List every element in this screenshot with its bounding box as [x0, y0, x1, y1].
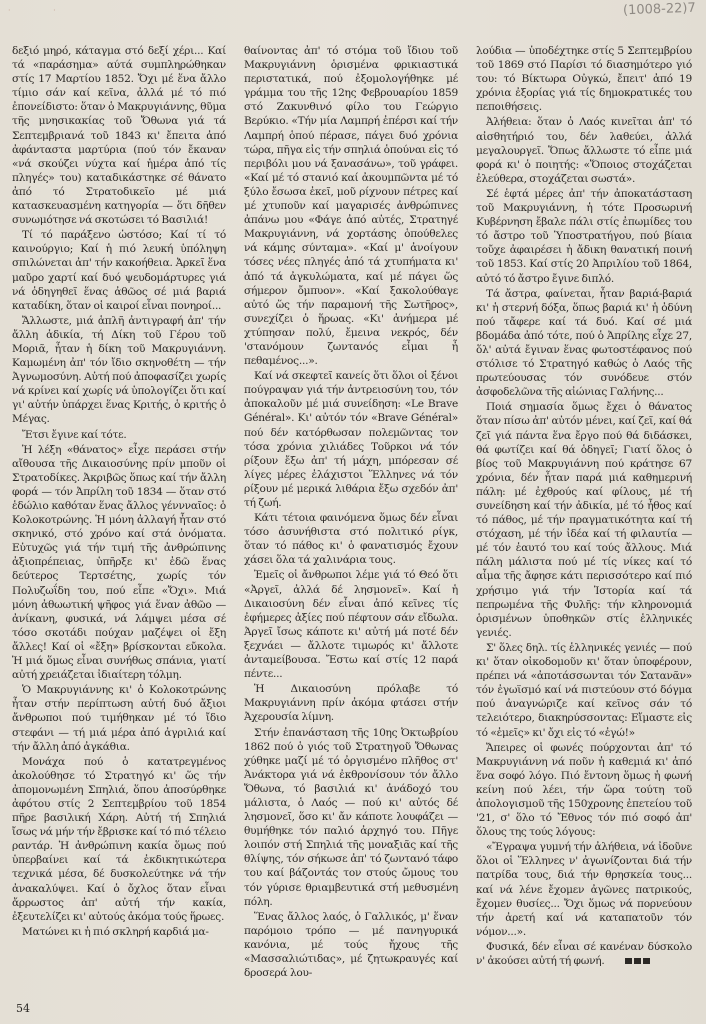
paragraph: Τί τό παράξενο ὡστόσο; Καί τί τό καινούργιο; Καί ἡ πιό λευκή ὑπόληψη σπιλώνεται ἀπ' τήν κακοήθεια. Ἀρκεῖ ἕνα μαῦρο χαρτί καί δυό ψευδομάρτυρες γιά νά ὁδηγηθεῖ ἕνας ἀθῶος σέ μιά βαριά καταδίκη, ὅταν οἱ καιροί εἶναι πονηροί... [12, 229, 226, 312]
handwritten-note: (1008-22)7 [623, 0, 697, 19]
paragraph: Ἡ λέξη «θάνατος» εἶχε περάσει στήν αἴθουσα τῆς Δικαιοσύνης πρίν μποῦν οἱ Στρατοδίκες. Ἀκριβῶς ὅπως καί τήν ἄλλη φορά — τόν Ἀπρίλη τοῦ 1834 — ὅταν στό ἑδώλιο καθόταν ἕνας ἄλλος γέννναῖος: ὁ Κολοκοτρώνης. Ἡ μόνη ἀλλαγή ἦταν στό σκηνικό, στό χρόνο καί στά ὀνόματα. Εὐτυχῶς γιά τήν τιμή τῆς ἀνθρώπινης ἀξιοπρέπειας, ὑπῆρξε κι' ἐδῶ ἕνας δεύτερος Τερτσέτης, χωρίς τόν Πολυζωΐδη του, πού εἶπε «Ὄχι». Μιά μόνη ἀθωωτική ψῆφος γιά ἕναν ἀθῶο — ἀνίκανη, φυσικά, νά λάμψει μέσα σέ τόσο σκοτάδι πούχαν μαζέψει οἱ ἔξη ἄλλες! Καί οἱ «ἔξη» βρίσκονται εὔκολα. Ἡ μιά ὅμως εἶναι συνήθως σπάνια, γιατί αὐτή χρειάζεται ἰδιαίτερη τόλμη. [12, 443, 226, 682]
paragraph: Ἔτσι ἔγινε καί τότε. [22, 428, 127, 441]
paragraph: Ἡ Δικαιοσύνη πρόλαβε τό Μακρυγιάννη πρίν ἀκόμα φτάσει στήν Ἀχερουσία λίμνη. [244, 683, 458, 724]
paragraph: Σέ ἑφτά μέρες ἀπ' τήν ἀποκατάσταση τοῦ Μακρυγιάννη, ἡ τότε Προσωρινή Κυβέρνηση ἔβαλε πάλι στίς ἐπωμίδες του τό ἄστρο τοῦ Ὑποστρατήγου, πού βίαια τοὔχε ἀφαιρέσει ἡ ἄδικη θανατική ποινή τοῦ 1853. Καί στίς 20 Ἀπριλίου τοῦ 1864, αὐτό τό ἄστρο ἔγινε διπλό. [476, 187, 692, 285]
paragraph: Στήν ἐπανάσταση τῆς 10ης Ὀκτωβρίου 1862 πού ὁ γιός τοῦ Στρατηγοῦ Ὄθωνας χύθηκε μαζί μέ τό ὀργισμένο πλῆθος στ' Ἀνάκτορα γιά νά ἐκθρονίσουν τόν ἄλλο Ὄθωνα, τό βασιλιά κι' ἀνάδοχό του μάλιστα, ὁ Λαός — πού κι' αὐτός δέ λησμονεῖ, ὅσο κι' ἄν κάποτε λουφάζει — θυμήθηκε τόν παλιό ἀρχηγό του. Πῆγε λοιπόν στή Σπηλιά τῆς μοναξιᾶς καί τῆς θλίψης, τόν σήκωσε ἀπ' τό ζωντανό τάφο του καί βάζοντάς τον στούς ὤμους του τόν γύρισε θριαμβευτικά στή μεθυσμένη πόλη. [244, 726, 458, 908]
end-of-article-icon [613, 954, 650, 968]
paragraph: θαίνοντας ἀπ' τό στόμα τοῦ ἴδιου τοῦ Μακρυγιάννη ὁρισμένα φρικιαστικά περιστατικά, πού ἐξομολογήθηκε μέ γράμμα του τῆς 12ης Φεβρουαρίου 1859 στό Ζακυνθινό φίλο του Γεώργιο Βερύκιο. «Τήν μία Λαμπρή ἐπέρσι καί τήν Λαμπρή ὁπού πέρασε, πάγει δυό χρόνια τώρα, πῆγα εἰς τήν σπηλιά ὁπούναι εἰς τό περιβόλι μου νά ξανασάνω», τοῦ γράφει. «Καί μέ τό στανιό καί ἀκουμπῶντα μέ τό ξύλο ἔσωσα ἐκεῖ, μοῦ ρίχνουν πέτρες καί μέ χτυποῦν καί μαγαρισές ἀνθρώπινες ἀπάνω μου «Φάγε ἀπό αὐτές, Στρατηγέ Μακρυγιάννη, νά χορτάσης ὁπούθελες νά κάμης σύνταμα». «Καί μ' ἀνοίγουν τόσες νέες πληγές ἀπό τά χτυπήματα κι' ἀπό τά ἀγκυλώματα, καί μέ πάγει ὥς σήμερον ὄμπυον». «Καί ξακολούθαγε αὐτό ὥς τήν παραμονή τῆς Σωτῆρος», συνεχίζει ὁ ἥρωας. «Κι' ἀνήμερα μέ χτύπησαν πολύ, ἔμεινα νεκρός, δέν 'στανόμουν ζωντανός εἶμαι ἦ πεθαμένος...». [244, 45, 458, 368]
paragraph: Ἄλλωστε, μιά ἁπλῆ ἀντιγραφή ἀπ' τήν ἄλλη ἀδικία, τή Δίκη τοῦ Γέρου τοῦ Μοριᾶ, ἦταν ἡ δίκη τοῦ Μακρυγιάννη. Καμωμένη ἀπ' τόν ἴδιο σκηνοθέτη — τήν Ἀγνωμοσύνη. Αὐτή πού ἀποφασίζει χωρίς νά κρίνει καί χωρίς νά ὑπολογίζει ὅτι καί γι' αὐτήν ὑπάρχει ἕνας Κριτής, ὁ κριτής ὁ Μέγας. [12, 314, 226, 426]
paragraph: δεξιό μηρό, κάταγμα στό δεξί χέρι... Καί τά «παράσημα» αύτά συμπληρώθηκαν στίς 17 Μαρτίου 1852. Ὄχι μέ ἕνα ἄλλο τίμιο σάν καί κεῖνα, ἀλλά μέ τό πιό ἐπονείδιστο: ὅταν ὁ Μακρυγιάννης, θῦμα τῆς μνησικακίας τοῦ Ὄθωνα γιά τά Σεπτεμβριανά τοῦ 1843 κι' ἔπειτα ἀπό ἀφάνταστα μαρτύρια (πού τόν ἔκαναν «νά σκούζει νύχτα καί ἡμέρα ἀπό τίς πληγές» του) καταδικάστηκε σέ θάνατο ἀπό τό Στρατοδικεῖο μέ μιά κατασκευασμένη κατηγορία — ὅτι δῆθεν συνωμότησε νά σκοτώσει τό Βασιλιά! [12, 45, 226, 227]
paragraph: Ἕνας ἄλλος λαός, ὁ Γαλλικός, μ' ἕναν παρόμοιο τρόπο — μέ πανηγυρικά κανόνια, μέ τούς ἤχους τῆς «Μασσαλιώτιδας», μέ ζητωκραυγές καί δροσερά λου- [244, 910, 458, 980]
paragraph: λούδια — ὑποδέχτηκε στίς 5 Σεπτεμβρίου τοῦ 1869 στό Παρίσι τό διασημότερο γιό του: τό Βίκτωρα Οὐγκώ, ἔπειτ' ἀπό 19 χρόνια ἐξορίας γιά τίς δημοκρατικές του πεποιθήσεις. [476, 45, 692, 114]
page-number: 54 [16, 1002, 30, 1015]
paragraph: Ποιά σημασία ὅμως ἔχει ὁ θάνατος ὅταν πίσω ἀπ' αὐτόν μένει, καί ζεῖ, καί θά ζεῖ γιά πάντα ἕνα ἔργο πού θά διδάσκει, θά φωτίζει καί θά ὁδηγεῖ; Γιατί ὅλος ὁ βίος τοῦ Μακρυγιάννη πού κράτησε 67 χρόνια, δέν ἦταν παρά μιά καθημερινή πάλη: μέ ἐχθρούς καί φίλους, μέ τή συνείδηση καί τήν ἀδικία, μέ τό ἦθος καί τό πάθος, μέ τήν πραγματικότητα καί τή στόχαση, μέ τήν ἰδέα καί τή φιλαυτία — μέ τόν ἑαυτό του καί τούς ἄλλους. Μιά πάλη μάλιστα πού μέ τίς νίκες καί τό αἷμα τῆς ἄφησε κάτι περισσότερο καί πιό χρήσιμο γιά τήν Ἱστορία καί τά πεπρωμένα τῆς Φυλῆς: τήν κληρονομιά ὁρισμένων ὑποθηκῶν στίς ἑλληνικές γενιές. [476, 401, 692, 639]
paragraph: Τά ἄστρα, φαίνεται, ἦταν βαριά-βαριά κι' ἡ στερνή δόξα, ὅπως βαριά κι' ἡ ὀδύνη πού τἄφερε καί τά δυό. Καί σέ μιά βδομάδα ἀπό τότε, πού ὁ Ἀπρίλης εἶχε 27, ὅλ' αὐτά ἔγιναν ἕνας φωτοστέφανος πού στόλισε τό Στρατηγό καθώς ὁ Λαός τῆς πρωτεύουσας τόν συνόδευε στόν ἀσφοδελῶνα τῆς αἰώνιας Γαλήνης... [476, 287, 692, 399]
final-paragraph [476, 940, 692, 968]
paragraph: Κάτι τέτοια φαινόμενα ὅμως δέν εἶναι τόσο ἀσυνήθιστα στό πολιτικό ρίγκ, ὅταν τό πάθος κι' ὁ φανατισμός ἔχουν χάσει ὅλα τά χαλινάρια τους. [244, 512, 458, 567]
paragraph: Ματώνει κι ἡ πιό σκληρή καρδιά μα- [22, 925, 209, 938]
paragraph: Σ' ὅλες δηλ. τίς ἑλληνικές γενιές — πού κι' ὅταν οἰκοδομοῦν κι' ὅταν ὑποφέρουν, πρέπει νά «ἀποτάσσωνται τόν Σατανᾶν» τόν ἐγωϊσμό καί νά πιστεύουν στό δόγμα πού ἀναγνώριζε καί κεῖνος σάν τό τελειότερο, διακηρύσσοντας: Εἴμαστε εἰς τό «ἐμεῖς» κι' ὄχι εἰς τό «ἐγώ!» [476, 641, 692, 739]
column-3 [476, 44, 692, 968]
paragraph: Μονάχα πού ὁ κατατρεγμένος ἀκολούθησε τό Στρατηγό κι' ὥς τήν ἀπομονωμένη Σπηλιά, ὅπου ἀποσύρθηκε ἀφότου στίς 2 Σεπτεμβρίου τοῦ 1854 πῆρε βασιλική Χάρη. Αὐτή τή Σπηλιά ἴσως νά μήν τήν ἔβρισκε καί τό πιό τέλειο ραντάρ. Ἡ ἀνθρώπινη κακία ὅμως πού ὑπερβαίνει καί τά ἐκδικητικώτερα τεχνικά μέσα, δέ δυσκολεύτηκε νά τήν ἀνακαλύψει. Καί ὁ ὄχλος ὅταν εἶναι ἄρρωστος ἀπ' αὐτή τήν κακία, ἐξευτελίζει κι' αὐτούς ἀκόμα τούς ἥρωες. [12, 755, 226, 923]
final-paragraph-text: Φυσικά, δέν εἶναι σέ κανέναν δύσκολο ν' ἀκούσει αὐτή τή φωνή. [476, 940, 692, 968]
paragraph: Καί νά σκεφτεῖ κανείς ὅτι ὅλοι οἱ ξένοι πούγραψαν γιά τήν ἀντρειοσύνη του, τόν ἀποκαλοῦν μέ μιά συνείδηση: «Le Brave Général». Κι' αὐτόν τόν «Brave Général» πού δέν κατόρθωσαν πολεμῶντας τον τόσα χρόνια χιλιάδες Τοῦρκοι νά τόν ρίξουν ἔξω ἀπ' τή μάχη, μπόρεσαν σέ λίγες μέρες ἐλάχιστοι Ἕλληνες νά τόν ρίξουν μέ μερικά λιθάρια ἔξω σχεδόν ἀπ' τή ζωή. [244, 370, 458, 509]
column-1 [12, 44, 226, 939]
paragraph: Ἀλήθεια: ὅταν ὁ Λαός κινεῖται ἀπ' τό αἰσθητήριό του, δέν λαθεύει, ἀλλά μεγαλουργεῖ. Ὅπως ἄλλωστε τό εἶπε μιά φορά κι' ὁ ποιητής: «Ὅποιος στοχάζεται ἐλεύθερα, στοχάζεται σωστά». [476, 116, 692, 185]
decorative-specks: · · [8, 6, 76, 15]
paragraph: Ἐμεῖς οἱ ἄνθρωποι λέμε γιά τό Θεό ὅτι «Ἀργεῖ, ἀλλά δέ λησμονεῖ». Καί ἡ Δικαιοσύνη δέν εἶναι ἀπό κεῖνες τίς ἐφήμερες ἀξίες πού πέφτουν σάν εἴδωλα. Ἀργεῖ ἴσως κάποτε κι' αὐτή μά ποτέ δέν ξεχνάει — ἄλλοτε τιμωρός κι' ἄλλοτε ἀνταμείβουσα. Ἔστω καί στίς 12 παρά πέντε... [244, 569, 458, 681]
paragraph: Ὁ Μακρυγιάννης κι' ὁ Κολοκοτρώνης ἦταν στήν περίπτωση αὐτή δυό ἄξιοι ἄνθρωποι πού τιμήθηκαν μέ τό ἴδιο στεφάνι — τή μιά μέρα ἀπό ἀγριλιά καί τήν ἄλλη ἀπό ἀγκάθια. [12, 684, 226, 753]
column-2 [244, 44, 458, 980]
paragraph: «Ἔγραψα γυμνή τήν ἀλήθεια, νά ἰδοῦνε ὅλοι οἱ Ἕλληνες ν' ἀγωνίζονται διά τήν πατρίδα τους, διά τήν θρησκεία τους... καί νά λένε ἔχομεν ἀγῶνες πατρικούς, ἔχομεν θυσίες... Ὄχι ὅμως νά πορνεύουν τήν ἀρετή καί νά καταπατοῦν τόν νόμον...». [476, 841, 692, 938]
paragraph: Ἄπειρες οἱ φωνές πούρχονται ἀπ' τό Μακρυγιάννη νά ποῦν ἡ καθεμιά κι' ἀπό ἕνα σοφό λόγο. Πιό ἔντονη ὅμως ἡ φωνή κείνη πού λέει, τήν ὥρα τούτη τοῦ ἀπολογισμοῦ τῆς 150χρονης ἐπετείου τοῦ '21, σ' ὅλο τό Ἔθνος τόν πιό σοφό ἀπ' ὅλους της τούς λόγους: [476, 741, 692, 839]
